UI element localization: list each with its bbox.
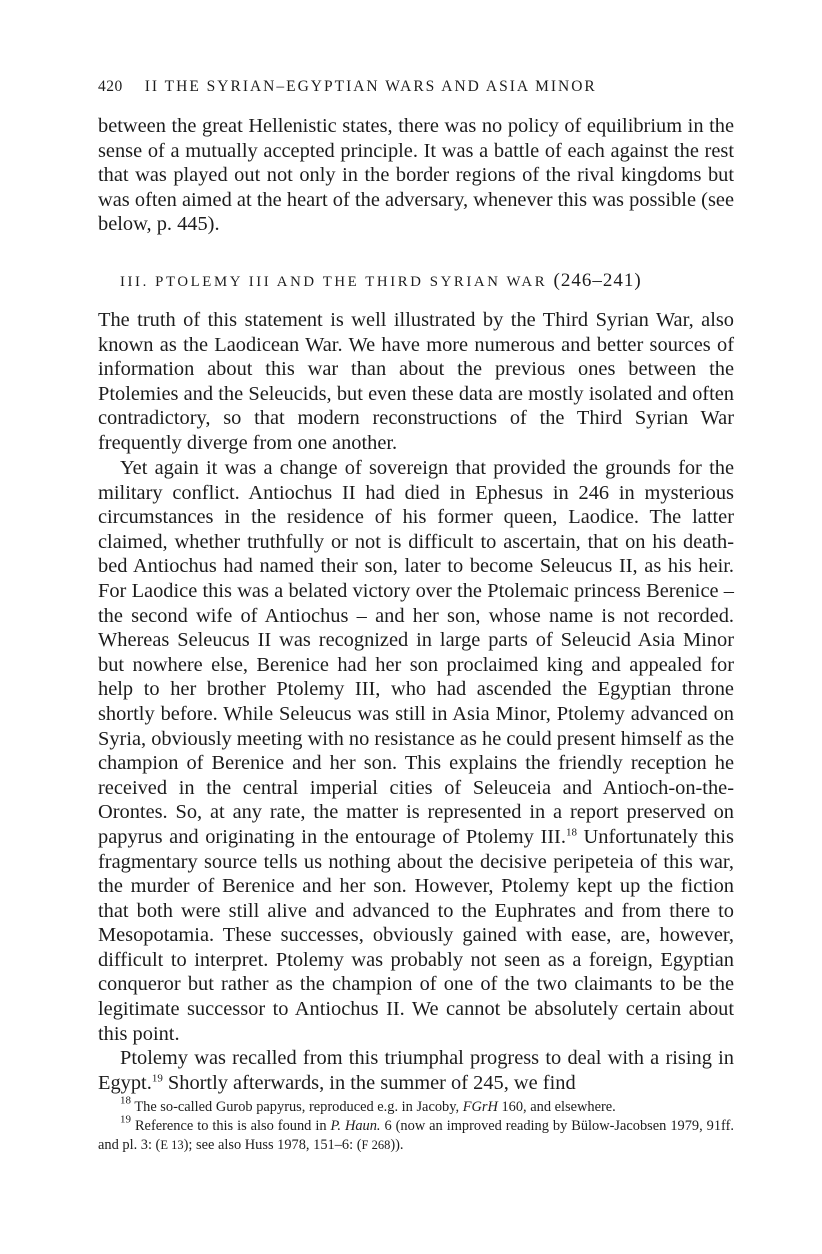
footnote-text: )).: [390, 1137, 404, 1153]
paragraph-main-text-b: Unfortunately this fragmentary source tells us nothing about the decisive peripeteia of this war, the murder of Berenice and her son. However, Ptolemy kept up the fiction that both were still alive and advanced to the Euphrates and from there to Mesopotamia. These successes, obviously gained with ease, are, however, difficult to interpret. Ptolemy was probably not seen as a foreign, Egyptian conqueror but rather as the champion of one of the two claimants to be the legitimate successor to Antiochus II. We cannot be absolutely certain about this point.: [98, 825, 734, 1045]
footnote-text: The so-called Gurob papyrus, reproduced e.g. in Jacoby,: [131, 1099, 463, 1115]
section-years: (246–241): [553, 270, 642, 291]
footnote-number: 18: [120, 1094, 131, 1107]
footnote-19: [98, 1113, 734, 1155]
paragraph-final: [98, 1046, 734, 1095]
section-title: III. PTOLEMY III AND THE THIRD SYRIAN WAR: [120, 274, 548, 290]
footnote-text: 6 (now an improved reading by Bülow-Jacobsen 1979, 91ff. and pl. 3: (: [98, 1118, 734, 1153]
footnote-18: [98, 1094, 734, 1117]
footnote-ref-code: E 13: [160, 1138, 184, 1152]
footnote-italic: P. Haun.: [330, 1118, 381, 1134]
footnote-text: 160, and elsewhere.: [497, 1099, 616, 1115]
section-heading: [120, 266, 642, 297]
footnote-italic: FGrH: [462, 1099, 498, 1115]
paragraph-main-text-a: Yet again it was a change of sovereign that provided the grounds for the military conflict. Antiochus II had died in Ephesus in 246 in mysterious circumstances in the residence of his former queen, Laodice. The latter claimed, whether truthfully or not is difficult to ascertain, that on his death-bed Antiochus had named their son, later to become Seleucus II, as his heir. For Laodice this was a belated victory over the Ptolemaic princess Berenice – the second wife of Antiochus – and her son, whose name is not recorded. Whereas Seleucus II was recognized in large parts of Seleucid Asia Minor but nowhere else, Berenice had her son proclaimed king and appealed for help to her brother Ptolemy III, who had ascended the Egyptian throne shortly before. While Seleucus was still in Asia Minor, Ptolemy advanced on Syria, obviously meeting with no resistance as he could present himself as the champion of Berenice and her son. This explains the friendly reception he received in the central imperial cities of Seleuceia and Antioch-on-the-Orontes. So, at any rate, the matter is represented in a report preserved on papyrus and originating in the entourage of Ptolemy III.: [98, 457, 734, 848]
paragraph-intro: The truth of this statement is well illustrated by the Third Syrian War, also known as the Laodicean War. We have more numerous and better sources of information about this war than about the previous ones between the Ptolemies and the Seleucids, but even these data are mostly isolated and often contradictory, so that modern reconstructions of the Third Syrian War frequently diverge from one another.: [98, 309, 734, 454]
paragraph-final-text-a: Ptolemy was recalled from this triumphal progress to deal with a rising in Egypt.: [98, 1047, 734, 1094]
footnote-number: 19: [120, 1113, 131, 1126]
footnote-ref-18: 18: [565, 826, 577, 839]
running-title: II THE SYRIAN–EGYPTIAN WARS AND ASIA MINOR: [144, 78, 597, 95]
footnote-ref-code: F 268: [361, 1138, 391, 1152]
running-header: [98, 72, 597, 102]
page-number: 420: [98, 78, 123, 95]
paragraph-main: [98, 456, 734, 1046]
paragraph-final-text-b: Shortly afterwards, in the summer of 245, we find: [162, 1071, 576, 1094]
paragraph-continuation: between the great Hellenistic states, there was no policy of equilibrium in the sense of a mutually accepted principle. It was a battle of each against the rest that was played out not only in the border regions of the rival kingdoms but was often aimed at the heart of the adversary, whenever this was possible (see below, p. 445).: [98, 115, 734, 236]
footnote-text: ); see also Huss 1978, 151–6: (: [183, 1137, 362, 1153]
footnote-ref-19: 19: [151, 1071, 163, 1084]
footnote-text: Reference to this is also found in: [131, 1118, 331, 1134]
